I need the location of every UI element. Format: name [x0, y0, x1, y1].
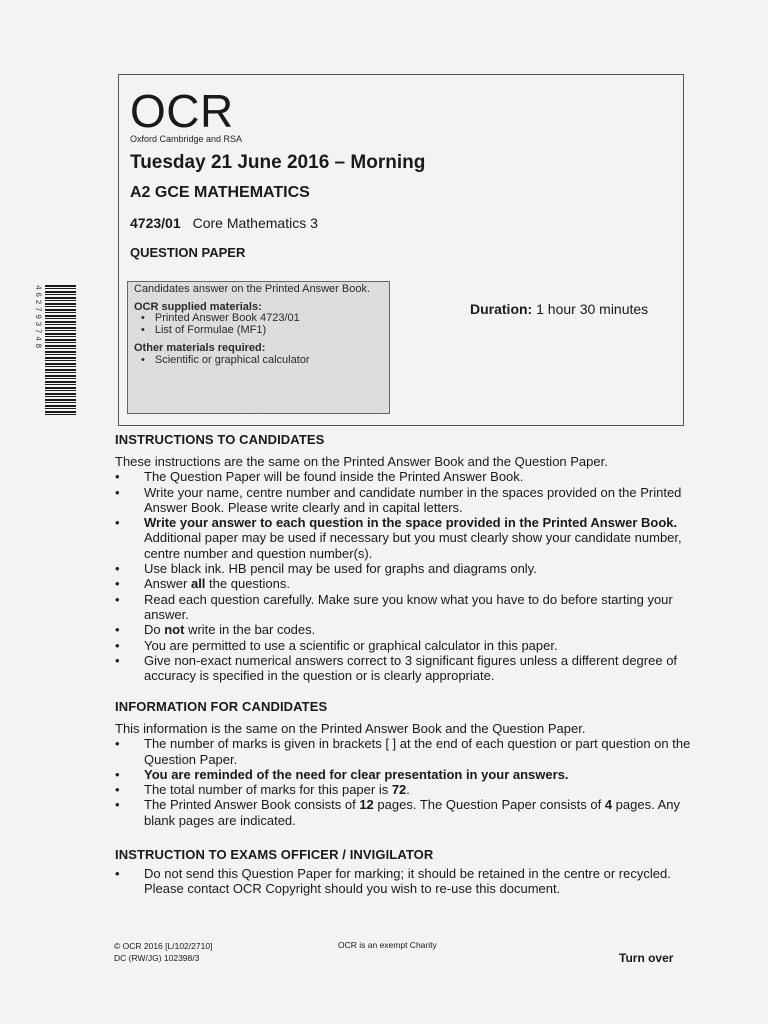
logo-text: OCR: [130, 85, 234, 137]
barcode-digits: 462793748: [33, 285, 42, 351]
other-materials-heading: Other materials required:: [134, 342, 266, 354]
ocr-supplied-item: • List of Formulae (MF1): [141, 323, 267, 336]
ocr-logo: [130, 85, 243, 144]
unit-line: [130, 215, 318, 231]
instruction-item: • Read each question carefully. Make sure you know what you have to do before starting your answer.: [115, 592, 695, 623]
information-item: • The total number of marks for this paper is 72.: [115, 782, 695, 797]
barcode-bars: [45, 285, 76, 417]
instructions-body: [115, 454, 695, 683]
officer-title: INSTRUCTION TO EXAMS OFFICER / INVIGILATOR: [115, 847, 434, 862]
instruction-item: • Write your name, centre number and candidate number in the spaces provided on the Printed Answer Book. Please write clearly and in capital letters.: [115, 485, 695, 516]
officer-item: • Do not send this Question Paper for marking; it should be retained in the centre or recycled. Please contact OCR Copyright should you wish to re-use this document.: [115, 866, 695, 897]
instructions-intro: These instructions are the same on the Printed Answer Book and the Question Paper.: [115, 454, 608, 469]
instruction-item: • The Question Paper will be found inside the Printed Answer Book.: [115, 469, 695, 484]
instruction-item: • Write your answer to each question in the space provided in the Printed Answer Book. Additional paper may be used if necessary but you must clearly show your candidate number, centre number and question number(s).: [115, 515, 695, 561]
barcode: [34, 285, 76, 417]
turn-over: Turn over: [619, 951, 674, 965]
ocr-supplied-item: • Printed Answer Book 4723/01: [141, 312, 300, 324]
information-item: • The number of marks is given in brackets [ ] at the end of each question or part question on the Question Paper.: [115, 736, 695, 767]
information-intro: This information is the same on the Printed Answer Book and the Question Paper.: [115, 721, 586, 736]
instruction-item: • Use black ink. HB pencil may be used for graphs and diagrams only.: [115, 561, 695, 576]
logo-subtitle: Oxford Cambridge and RSA: [130, 134, 243, 144]
instruction-item: • Give non-exact numerical answers correct to 3 significant figures unless a different degree of accuracy is specified in the question or is clearly appropriate.: [115, 653, 695, 684]
unit-title: Core Mathematics 3: [192, 215, 318, 231]
document-code: DC (RW/JG) 102398/3: [114, 953, 200, 963]
answer-note: Candidates answer on the Printed Answer Book.: [134, 283, 371, 295]
exam-date: Tuesday 21 June 2016 – Morning: [130, 152, 426, 173]
information-item: • The Printed Answer Book consists of 12 pages. The Question Paper consists of 4 pages. Any blank pages are indicated.: [115, 797, 695, 828]
subject-title: A2 GCE MATHEMATICS: [130, 184, 310, 201]
copyright-line: © OCR 2016 [L/102/2710]: [114, 941, 213, 951]
materials-box: [127, 281, 390, 414]
charity-note: OCR is an exempt Charity: [338, 940, 437, 950]
footer-left: [114, 940, 212, 964]
ocr-supplied-heading: OCR supplied materials:: [134, 300, 262, 313]
other-materials-item: • Scientific or graphical calculator: [141, 353, 310, 366]
duration: [470, 301, 648, 317]
instruction-item: • You are permitted to use a scientific or graphical calculator in this paper.: [115, 638, 695, 653]
duration-value: 1 hour 30 minutes: [536, 301, 649, 317]
information-item: • You are reminded of the need for clear presentation in your answers.: [115, 767, 695, 782]
instructions-title: INSTRUCTIONS TO CANDIDATES: [115, 432, 325, 447]
officer-body: [115, 866, 695, 897]
duration-label: Duration:: [470, 301, 533, 317]
paper-type: QUESTION PAPER: [130, 245, 246, 260]
information-body: [115, 721, 695, 828]
instruction-item: • Do not write in the bar codes.: [115, 622, 695, 637]
unit-code: 4723/01: [130, 215, 181, 231]
information-title: INFORMATION FOR CANDIDATES: [115, 699, 328, 714]
instruction-item: • Answer all the questions.: [115, 576, 695, 591]
